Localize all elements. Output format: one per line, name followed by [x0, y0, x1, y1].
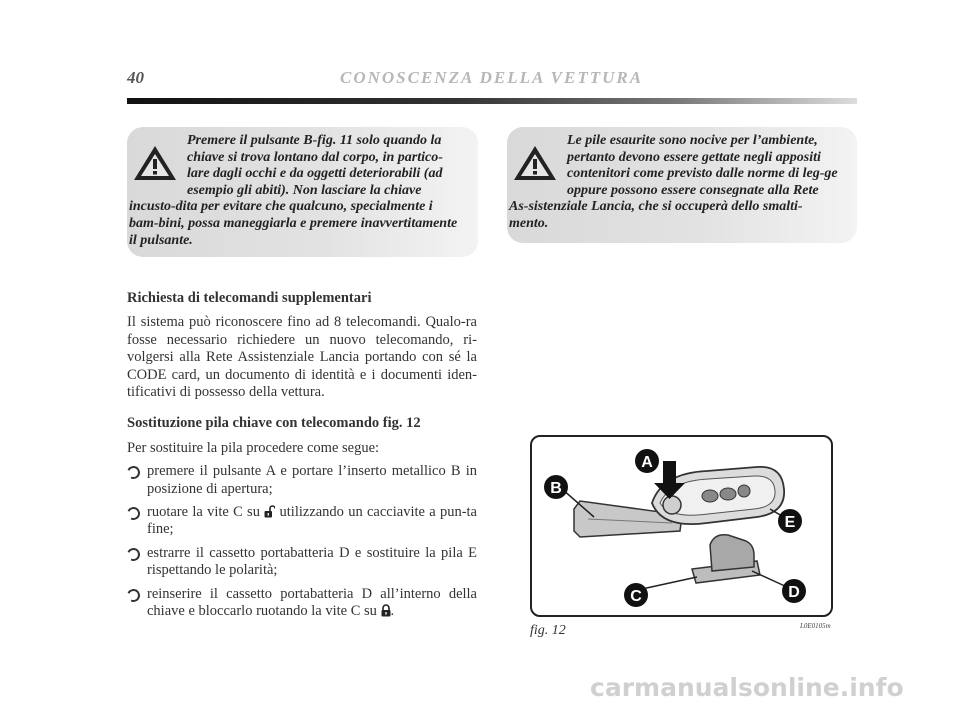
bullet-icon [125, 587, 142, 604]
figure-label-b: B [550, 480, 562, 497]
unlock-icon [264, 505, 275, 518]
figure-caption: fig. 12 [530, 623, 566, 638]
watermark: carmanualsonline.info [590, 673, 904, 702]
header-rule [127, 98, 857, 104]
warning-triangle-icon [131, 143, 179, 183]
bullet-icon [125, 505, 142, 522]
warning-box-right [507, 127, 857, 243]
warning-box-left [127, 127, 478, 257]
bullet-icon [125, 464, 142, 481]
warning-triangle-icon [511, 143, 559, 183]
section-title-battery-replacement: Sostituzione pila chiave con telecomando fig. 12 [127, 415, 421, 432]
list-item: reinserire il cassetto portabatteria D all’interno della chiave e bloccarlo ruotando la vite C su . [127, 586, 477, 621]
warning-text-right: Le pile esaurite sono nocive per l’ambiente, pertanto devono essere gettate negli appositi contenitori come previsto dalle norme di leg-ge oppure possono essere consegnate alla Rete As-sistenziale Lancia, che si occuperà dello smalti-mento. [509, 133, 838, 231]
figure-label-c: C [630, 588, 642, 605]
warning-text-left: Premere il pulsante B-fig. 11 solo quando la chiave si trova lontano dal corpo, in partico-lare dagli occhi e da oggetti deteriorabili (ad esempio gli abiti). Non lasciare la chiave incusto-dita per evitare che qualcuno, specialmente i bam-bini, possa maneggiarla e premere inavvertitamente il pulsante. [129, 133, 458, 248]
bullet-icon [125, 546, 142, 563]
figure-label-a: A [641, 454, 653, 471]
main-column [127, 290, 477, 627]
section-title-supplementary-remotes: Richiesta di telecomandi supplementari [127, 290, 372, 306]
list-item: ruotare la vite C su utilizzando un cacciavite a pun-ta fine; [127, 504, 477, 539]
steps-list [127, 463, 477, 620]
section-intro-battery-replacement: Per sostituire la pila procedere come segue: [127, 439, 380, 456]
section-body-supplementary-remotes: Il sistema può riconoscere fino ad 8 telecomandi. Qualo-ra fosse necessario richiedere un nuovo telecomando, ri-volgersi alla Rete Assistenziale Lancia portando con sé la CODE card, un documento di identità e i documenti iden-tificativi di possesso della vettura. [127, 314, 477, 401]
figure-frame [530, 435, 833, 617]
list-item: estrarre il cassetto portabatteria D e sostituire la pila E rispettando le polarità; [127, 545, 477, 580]
figure-label-e: E [784, 514, 796, 531]
running-head: CONOSCENZA DELLA VETTURA [340, 68, 644, 87]
figure-label-d: D [788, 584, 800, 601]
figure-code: L0E0105m [800, 622, 831, 630]
page-number: 40 [127, 68, 144, 87]
key-illustration [532, 437, 831, 615]
lock-icon [381, 604, 391, 617]
list-item: premere il pulsante A e portare l’inserto metallico B in posizione di apertura; [127, 463, 477, 498]
